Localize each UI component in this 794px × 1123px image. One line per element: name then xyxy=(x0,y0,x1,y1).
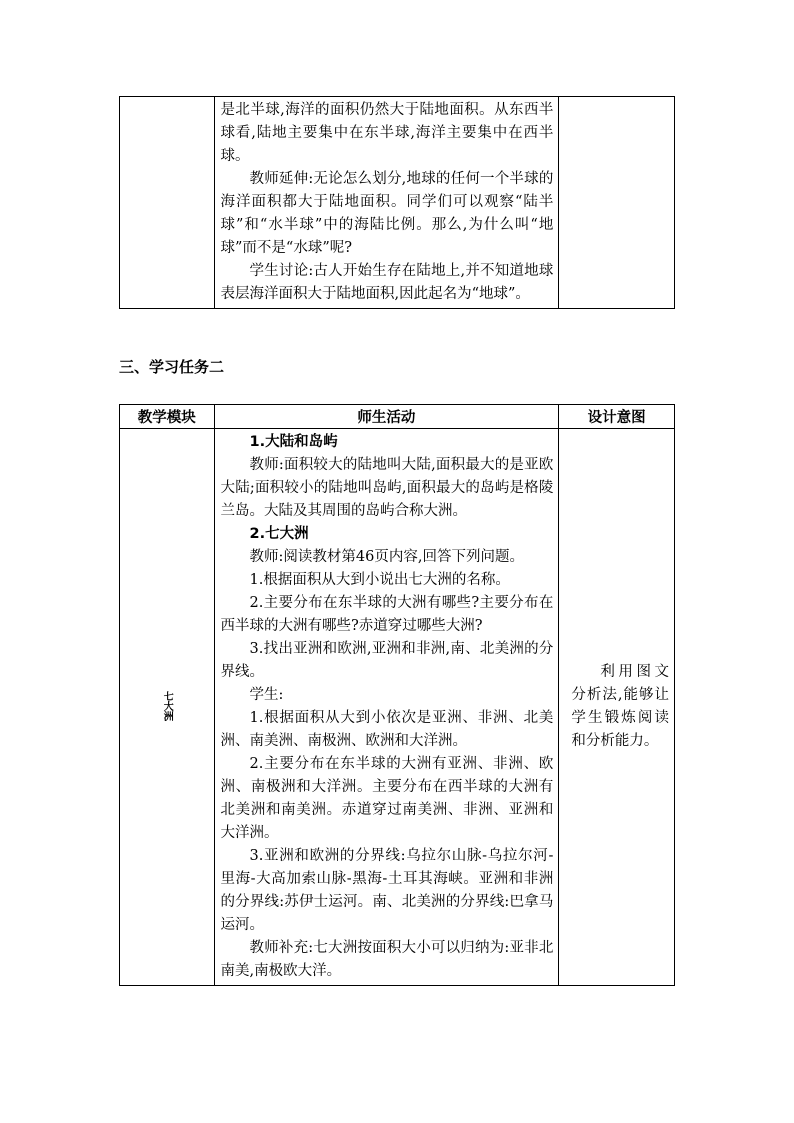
intent-cell xyxy=(559,429,675,986)
activity-paragraph: 学生: xyxy=(249,687,284,703)
table-header-row xyxy=(120,405,675,429)
activity-paragraph: 1.根据面积从大到小说出七大洲的名称。 xyxy=(249,572,510,588)
header-intent: 设计意图 xyxy=(559,405,675,429)
activity-paragraph: 1.根据面积从大到小依次是亚洲、非洲、北美洲、南美洲、南极洲、欧洲和大洋洲。 xyxy=(220,710,554,749)
activity-paragraph: 1.大陆和岛屿 xyxy=(249,434,338,450)
activity-paragraph: 教师:阅读教材第46页内容,回答下列问题。 xyxy=(249,549,524,565)
header-activity: 师生活动 xyxy=(214,405,559,429)
activity-cell xyxy=(214,429,559,986)
activity-paragraph: 是北半球,海洋的面积仍然大于陆地面积。从东西半球看,陆地主要集中在东半球,海洋主要集中在西半球。 xyxy=(220,102,554,164)
continuation-table xyxy=(119,96,675,309)
activity-paragraph: 教师:面积较大的陆地叫大陆,面积最大的是亚欧大陆;面积较小的陆地叫岛屿,面积最大的岛屿是格陵兰岛。大陆及其周围的岛屿合称大洲。 xyxy=(220,457,554,519)
activity-paragraph: 3.亚洲和欧洲的分界线:乌拉尔山脉-乌拉尔河-里海-大高加索山脉-黑海-土耳其海峡。亚洲和非洲的分界线:苏伊士运河。南、北美洲的分界线:巴拿马运河。 xyxy=(220,848,554,933)
activity-cell xyxy=(214,97,559,309)
activity-paragraph: 学生讨论:古人开始生存在陆地上,并不知道地球表层海洋面积大于陆地面积,因此起名为“地球”。 xyxy=(220,263,554,302)
design-intent-text: 利用图文分析法,能够让学生锻炼阅读和分析能力。 xyxy=(571,664,669,749)
activity-paragraph: 教师延伸:无论怎么划分,地球的任何一个半球的海洋面积都大于陆地面积。同学们可以观察“陆半球”和“水半球”中的海陆比例。那么,为什么叫“地球”而不是“水球”呢? xyxy=(220,171,554,256)
lesson-table xyxy=(119,404,675,986)
activity-paragraph: 3.找出亚洲和欧洲,亚洲和非洲,南、北美洲的分界线。 xyxy=(220,641,554,680)
module-label: 七大洲 xyxy=(161,690,173,721)
intent-cell xyxy=(559,97,675,309)
activity-paragraph: 2.七大洲 xyxy=(249,526,309,542)
activity-text xyxy=(215,429,559,985)
activity-paragraph: 2.主要分布在东半球的大洲有哪些?主要分布在西半球的大洲有哪些?赤道穿过哪些大洲? xyxy=(220,595,554,634)
module-cell xyxy=(120,97,215,309)
module-cell xyxy=(120,429,215,986)
activity-text xyxy=(215,97,559,308)
table-row xyxy=(120,97,675,309)
table-row xyxy=(120,429,675,986)
activity-paragraph: 2.主要分布在东半球的大洲有亚洲、非洲、欧洲、南极洲和大洋洲。主要分布在西半球的大洲有北美洲和南美洲。赤道穿过南美洲、非洲、亚洲和大洋洲。 xyxy=(220,756,554,841)
header-module: 教学模块 xyxy=(120,405,215,429)
section-title: 三、学习任务二 xyxy=(119,358,225,376)
activity-paragraph: 教师补充:七大洲按面积大小可以归纳为:亚非北南美,南极欧大洋。 xyxy=(220,940,554,979)
